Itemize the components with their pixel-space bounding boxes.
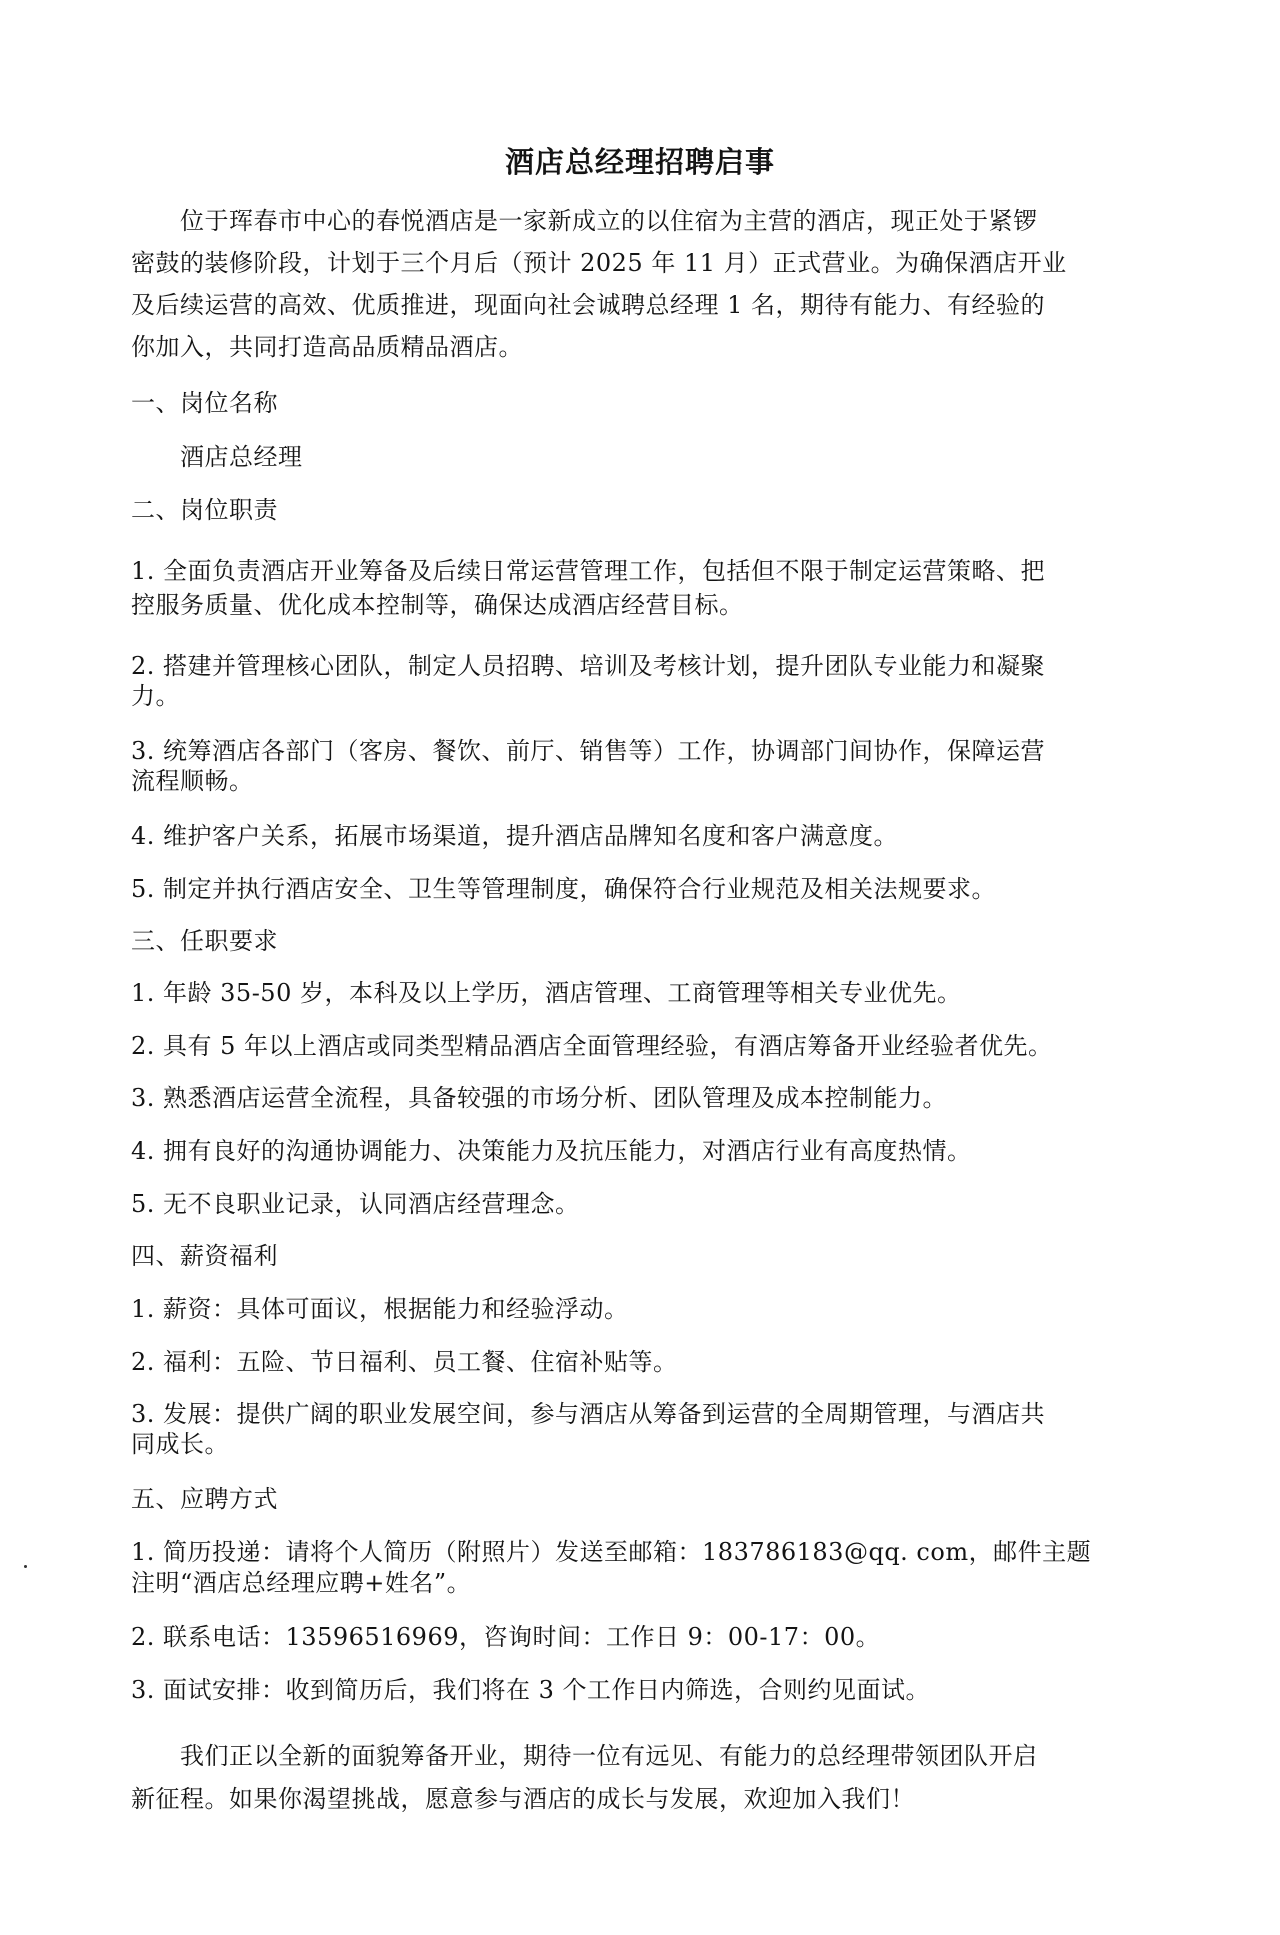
benefit-item-cont: 同成长。 [131, 1430, 229, 1458]
intro-line: 及后续运营的高效、优质推进，现面向社会诚聘总经理 1 名，期待有能力、有经验的 [131, 291, 1046, 319]
duty-item: 4. 维护客户关系，拓展市场渠道，提升酒店品牌知名度和客户满意度。 [131, 822, 899, 850]
intro-line: 位于珲春市中心的春悦酒店是一家新成立的以住宿为主营的酒店，现正处于紧锣 [180, 207, 1038, 235]
requirement-item: 1. 年龄 35-50 岁，本科及以上学历，酒店管理、工商管理等相关专业优先。 [131, 979, 962, 1007]
apply-item-cont: 注明“酒店总经理应聘+姓名”。 [131, 1569, 472, 1597]
closing-line: 我们正以全新的面貌筹备开业，期待一位有远见、有能力的总经理带领团队开启 [180, 1742, 1038, 1770]
requirement-item: 3. 熟悉酒店运营全流程，具备较强的市场分析、团队管理及成本控制能力。 [131, 1084, 948, 1112]
apply-item: 3. 面试安排：收到简历后，我们将在 3 个工作日内筛选，合则约见面试。 [131, 1676, 931, 1704]
section-heading-position: 一、岗位名称 [131, 389, 278, 417]
closing-line: 新征程。如果你渴望挑战，愿意参与酒店的成长与发展，欢迎加入我们！ [131, 1785, 915, 1813]
duty-item-cont: 力。 [131, 682, 180, 710]
requirement-item: 2. 具有 5 年以上酒店或同类型精品酒店全面管理经验，有酒店筹备开业经验者优先。 [131, 1032, 1053, 1060]
requirement-item: 4. 拥有良好的沟通协调能力、决策能力及抗压能力，对酒店行业有高度热情。 [131, 1137, 972, 1165]
scan-speck [24, 1565, 27, 1568]
section-heading-duties: 二、岗位职责 [131, 496, 278, 524]
benefit-item: 2. 福利：五险、节日福利、员工餐、住宿补贴等。 [131, 1348, 678, 1376]
duty-item-cont: 控服务质量、优化成本控制等，确保达成酒店经营目标。 [131, 591, 744, 619]
apply-item: 1. 简历投递：请将个人简历（附照片）发送至邮箱：183786183@qq. com，邮件主题 [131, 1538, 1092, 1566]
page-title: 酒店总经理招聘启事 [504, 145, 775, 179]
duty-item: 3. 统筹酒店各部门（客房、餐饮、前厅、销售等）工作，协调部门间协作，保障运营 [131, 737, 1046, 765]
intro-line: 密鼓的装修阶段，计划于三个月后（预计 2025 年 11 月）正式营业。为确保酒店开业 [131, 249, 1067, 277]
apply-item: 2. 联系电话：13596516969，咨询时间：工作日 9：00-17：00。 [131, 1623, 881, 1651]
requirement-item: 5. 无不良职业记录，认同酒店经营理念。 [131, 1190, 580, 1218]
duty-item: 5. 制定并执行酒店安全、卫生等管理制度，确保符合行业规范及相关法规要求。 [131, 875, 997, 903]
duty-item: 2. 搭建并管理核心团队，制定人员招聘、培训及考核计划，提升团队专业能力和凝聚 [131, 652, 1046, 680]
position-name: 酒店总经理 [180, 443, 303, 471]
benefit-item: 3. 发展：提供广阔的职业发展空间，参与酒店从筹备到运营的全周期管理，与酒店共 [131, 1400, 1046, 1428]
section-heading-benefits: 四、薪资福利 [131, 1242, 278, 1270]
intro-line: 你加入，共同打造高品质精品酒店。 [131, 333, 523, 361]
benefit-item: 1. 薪资：具体可面议，根据能力和经验浮动。 [131, 1295, 629, 1323]
section-heading-apply: 五、应聘方式 [131, 1485, 278, 1513]
duty-item-cont: 流程顺畅。 [131, 767, 254, 795]
duty-item: 1. 全面负责酒店开业筹备及后续日常运营管理工作，包括但不限于制定运营策略、把 [131, 557, 1046, 585]
section-heading-requirements: 三、任职要求 [131, 927, 278, 955]
